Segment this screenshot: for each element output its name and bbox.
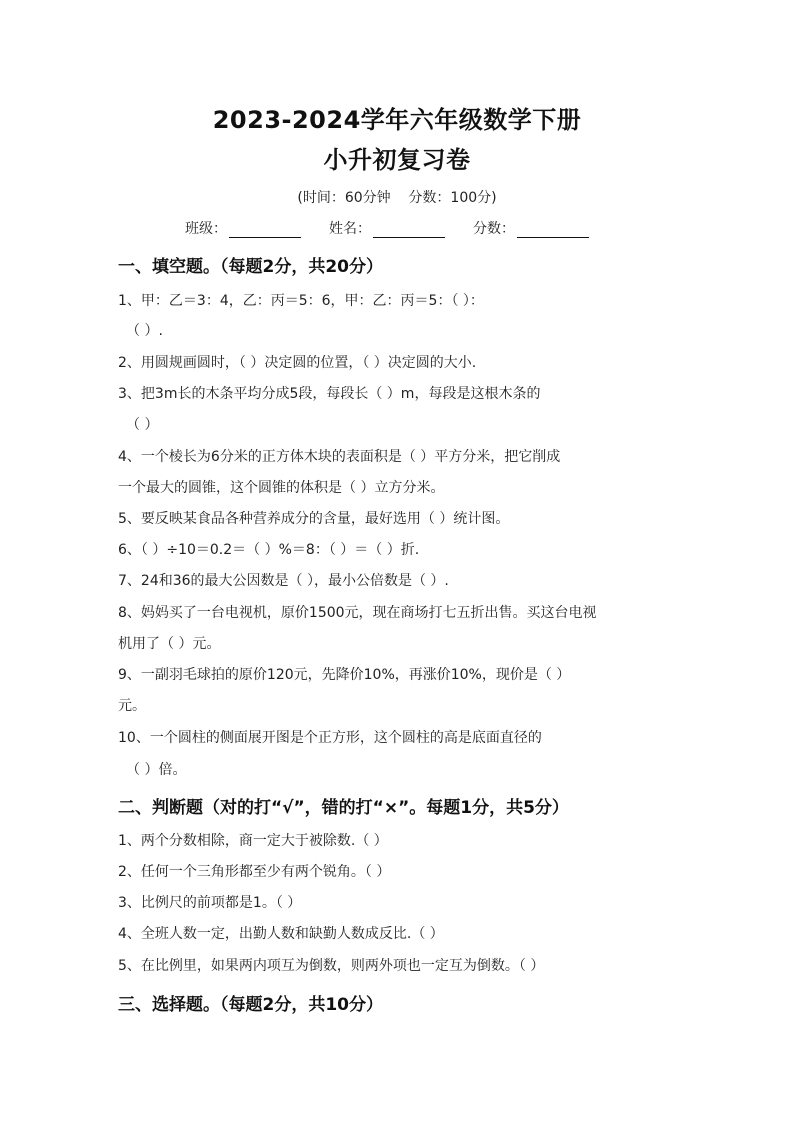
- question-line: 2、任何一个三角形都至少有两个锐角。（ ）: [118, 864, 391, 880]
- question-line: 2、用圆规画圆时，（ ）决定圆的位置，（ ）决定圆的大小.: [118, 355, 477, 371]
- question-line: 一个最大的圆锥，这个圆锥的体积是（ ）立方分米。: [118, 480, 445, 496]
- exam-meta: (时间：60分钟 分数：100分): [297, 190, 497, 206]
- exam-subtitle: 小升初复习卷: [323, 146, 471, 174]
- question-line: 元。: [118, 698, 146, 714]
- name-field[interactable]: [329, 218, 445, 238]
- question-line: 6、（ ）÷10＝0.2＝（ ）%＝8：（ ）＝（ ）折.: [118, 542, 420, 558]
- name-label: 姓名：: [329, 221, 371, 237]
- section-title-multiple-choice: 三、选择题。（每题2分，共10分）: [118, 995, 383, 1015]
- question-line: （ ）: [126, 417, 159, 433]
- question-line: 8、妈妈买了一台电视机，原价1500元，现在商场打七五折出售。买这台电视: [118, 605, 597, 621]
- exam-title: 2023-2024学年六年级数学下册: [212, 106, 582, 134]
- question-line: 机用了（ ）元。: [118, 636, 221, 652]
- student-info-fields: [185, 218, 645, 238]
- class-label: 班级：: [185, 221, 227, 237]
- question-line: 1、甲：乙＝3：4，乙：丙＝5：6，甲：乙：丙＝5：（ ）：: [118, 293, 484, 309]
- class-blank[interactable]: [229, 223, 301, 238]
- question-line: 1、两个分数相除，商一定大于被除数.（ ）: [118, 833, 388, 849]
- question-line: 7、24和36的最大公因数是（ ），最小公倍数是（ ）.: [118, 573, 449, 589]
- class-field[interactable]: [185, 218, 301, 238]
- score-field[interactable]: [473, 218, 589, 238]
- score-label: 分数：: [473, 221, 515, 237]
- question-line: 4、一个棱长为6分米的正方体木块的表面积是（ ）平方分米，把它削成: [118, 449, 561, 465]
- question-line: 5、要反映某食品各种营养成分的含量，最好选用（ ）统计图。: [118, 511, 510, 527]
- question-line: （ ）.: [126, 323, 163, 339]
- question-line: 5、在比例里，如果两内项互为倒数，则两外项也一定互为倒数。（ ）: [118, 958, 545, 974]
- question-line: 9、一副羽毛球拍的原价120元，先降价10%，再涨价10%，现价是（ ）: [118, 667, 571, 683]
- question-line: （ ）倍。: [126, 762, 187, 778]
- question-line: 3、比例尺的前项都是1。（ ）: [118, 895, 302, 911]
- question-line: 10、一个圆柱的侧面展开图是个正方形，这个圆柱的高是底面直径的: [118, 730, 542, 746]
- question-line: 4、全班人数一定，出勤人数和缺勤人数成反比.（ ）: [118, 926, 444, 942]
- section-title-true-false: 二、判断题（对的打“√”，错的打“×”。每题1分，共5分）: [118, 798, 569, 818]
- question-line: 3、把3m长的木条平均分成5段，每段长（ ）m，每段是这根木条的: [118, 386, 541, 402]
- name-blank[interactable]: [373, 223, 445, 238]
- section-title-fill-in: 一、填空题。（每题2分，共20分）: [118, 257, 383, 277]
- score-blank[interactable]: [517, 223, 589, 238]
